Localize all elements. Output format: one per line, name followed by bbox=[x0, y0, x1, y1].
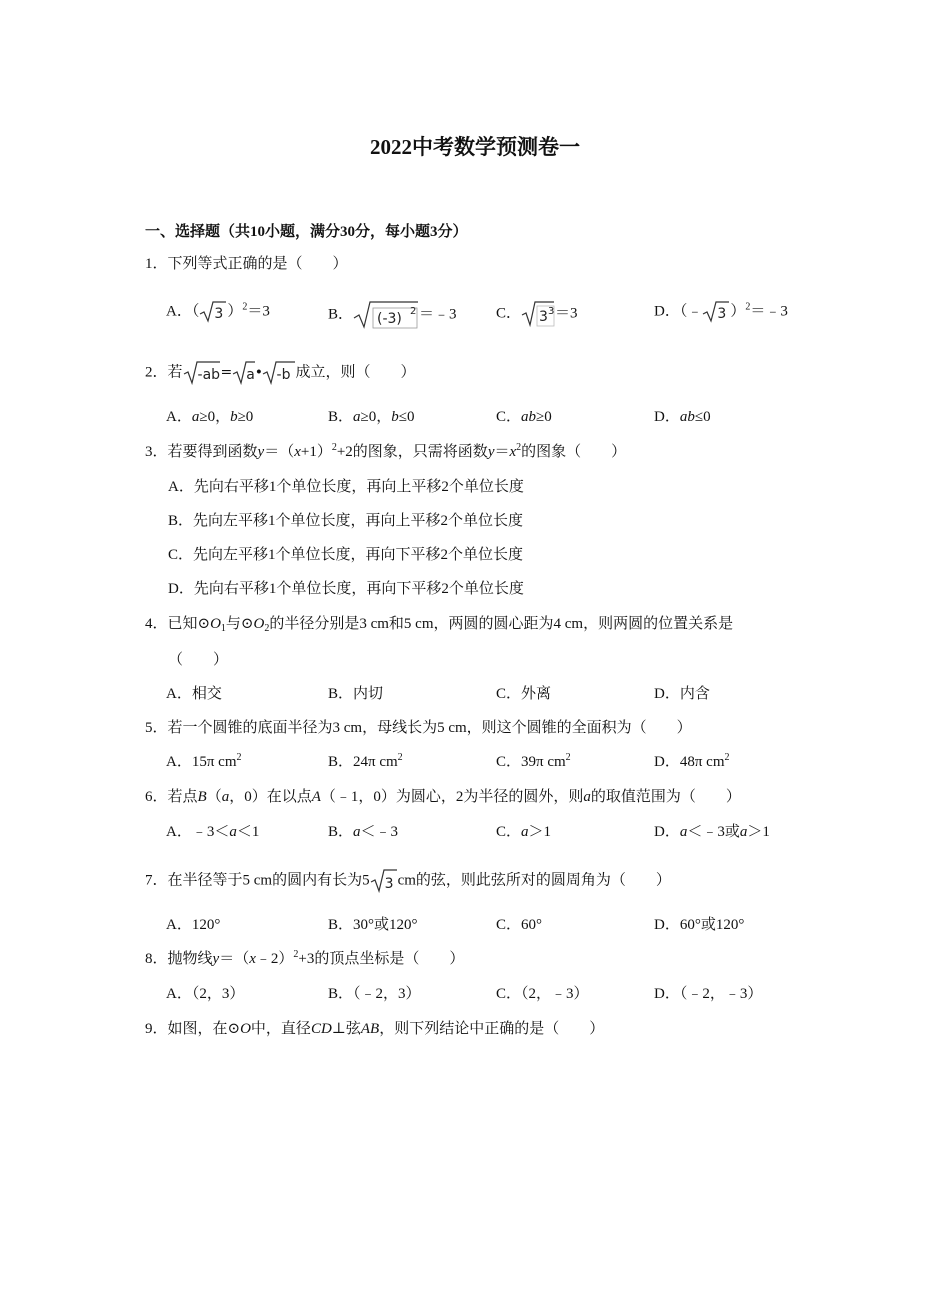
question-4-stem: 4．已知$⊙O_1$与$⊙O_2$的半径分别是3 cm和5 cm，两圆的圆心距为4 cm，则两圆的位置关系是 bbox=[145, 616, 734, 634]
question-4-option-d: D．内含 bbox=[654, 686, 710, 702]
question-2-option-b: B．a≥0，b≤0 bbox=[328, 409, 415, 425]
question-8-stem: 8．抛物线y＝（x﹣2）$^2$+3的顶点坐标是（ ） bbox=[145, 949, 465, 967]
question-5-option-a: A．15π $cm^2$ bbox=[166, 752, 242, 770]
question-6-option-d: D．a＜﹣3或a＞1 bbox=[654, 824, 770, 840]
question-1-option-c: C． 3 3 ＝3 bbox=[496, 300, 578, 328]
question-7-stem: 7．在半径等于5 cm的圆内有长为5 3 cm的弦，则此弦所对的圆周角为（ ） bbox=[145, 868, 671, 894]
radical: 3 bbox=[370, 868, 398, 894]
question-4-stem-continued: （ ） bbox=[168, 652, 229, 668]
question-7-option-c: C．60° bbox=[496, 917, 543, 933]
radical: a bbox=[232, 360, 256, 386]
question-8-option-a: A．（2，3） bbox=[166, 986, 245, 1002]
question-5-option-b: B．24π $cm^2$ bbox=[328, 752, 403, 770]
question-8-option-b: B．（﹣2，3） bbox=[328, 986, 421, 1002]
question-3-option-d: D．先向右平移1个单位长度，再向下平移2个单位长度 bbox=[168, 581, 524, 597]
question-6-option-a: A．﹣3＜a＜1 bbox=[166, 824, 260, 840]
question-1-option-b: B． (-3) 2 ＝﹣3 bbox=[328, 300, 457, 330]
question-4-option-a: A．相交 bbox=[166, 686, 222, 702]
question-8-option-c: C．（2，﹣3） bbox=[496, 986, 589, 1002]
question-6-option-c: C．a＞1 bbox=[496, 824, 552, 840]
question-3-stem: 3．若要得到函数$y=(x+1)^2+2$的图象，只需将函数$y=x^2$的图象（ ） bbox=[145, 442, 627, 460]
question-8-option-d: D．（﹣2，﹣3） bbox=[654, 986, 763, 1002]
question-9-stem: 9．如图，在⊙O中，直径CD⊥弦AB，则下列结论中正确的是（ ） bbox=[145, 1021, 605, 1037]
question-3-option-b: B．先向左平移1个单位长度，再向上平移2个单位长度 bbox=[168, 513, 524, 529]
question-2-stem: 2．若 -ab = a • -b 成立，则（ ） bbox=[145, 360, 416, 386]
radical: -b bbox=[262, 360, 296, 386]
question-5-stem: 5．若一个圆锥的底面半径为3 cm，母线长为5 cm，则这个圆锥的全面积为（ ） bbox=[145, 720, 692, 736]
radical: 3 3 bbox=[521, 300, 555, 328]
question-4-option-b: B．内切 bbox=[328, 686, 384, 702]
question-6-option-b: B．a＜﹣3 bbox=[328, 824, 399, 840]
question-1-option-d: D．（﹣ 3 ）$^2$＝﹣3 bbox=[654, 301, 788, 322]
question-3-option-c: C．先向左平移1个单位长度，再向下平移2个单位长度 bbox=[168, 547, 524, 563]
question-7-option-a: A．120° bbox=[166, 917, 221, 933]
question-6-stem: 6．若点B（a，0）在以点A（﹣1，0）为圆心，2为半径的圆外，则a的取值范围为（ ） bbox=[145, 789, 741, 805]
question-7-option-d: D．60°或120° bbox=[654, 917, 745, 933]
question-2-option-d: D．ab≤0 bbox=[654, 409, 711, 425]
question-7-option-b: B．30°或120° bbox=[328, 917, 418, 933]
question-1-stem: 1．下列等式正确的是（ ） bbox=[145, 256, 348, 272]
question-5-option-c: C．39π $cm^2$ bbox=[496, 752, 571, 770]
question-4-option-c: C．外离 bbox=[496, 686, 552, 702]
section-heading: 一、选择题（共10小题，满分30分，每小题3分） bbox=[145, 224, 468, 240]
question-2-option-a: A．a≥0，b≥0 bbox=[166, 409, 254, 425]
page-title: 2022中考数学预测卷一 bbox=[370, 135, 580, 159]
question-5-option-d: D．48π $cm^2$ bbox=[654, 752, 730, 770]
radical: -ab bbox=[183, 360, 221, 386]
radical: 3 bbox=[702, 300, 730, 324]
radical: (-3) 2 bbox=[353, 300, 419, 330]
radical: 3 bbox=[199, 300, 227, 324]
question-2-option-c: C．ab≥0 bbox=[496, 409, 552, 425]
question-1-option-a: A．（ 3 ）$^2$＝3 bbox=[166, 301, 270, 322]
question-3-option-a: A．先向右平移1个单位长度，再向上平移2个单位长度 bbox=[168, 479, 524, 495]
